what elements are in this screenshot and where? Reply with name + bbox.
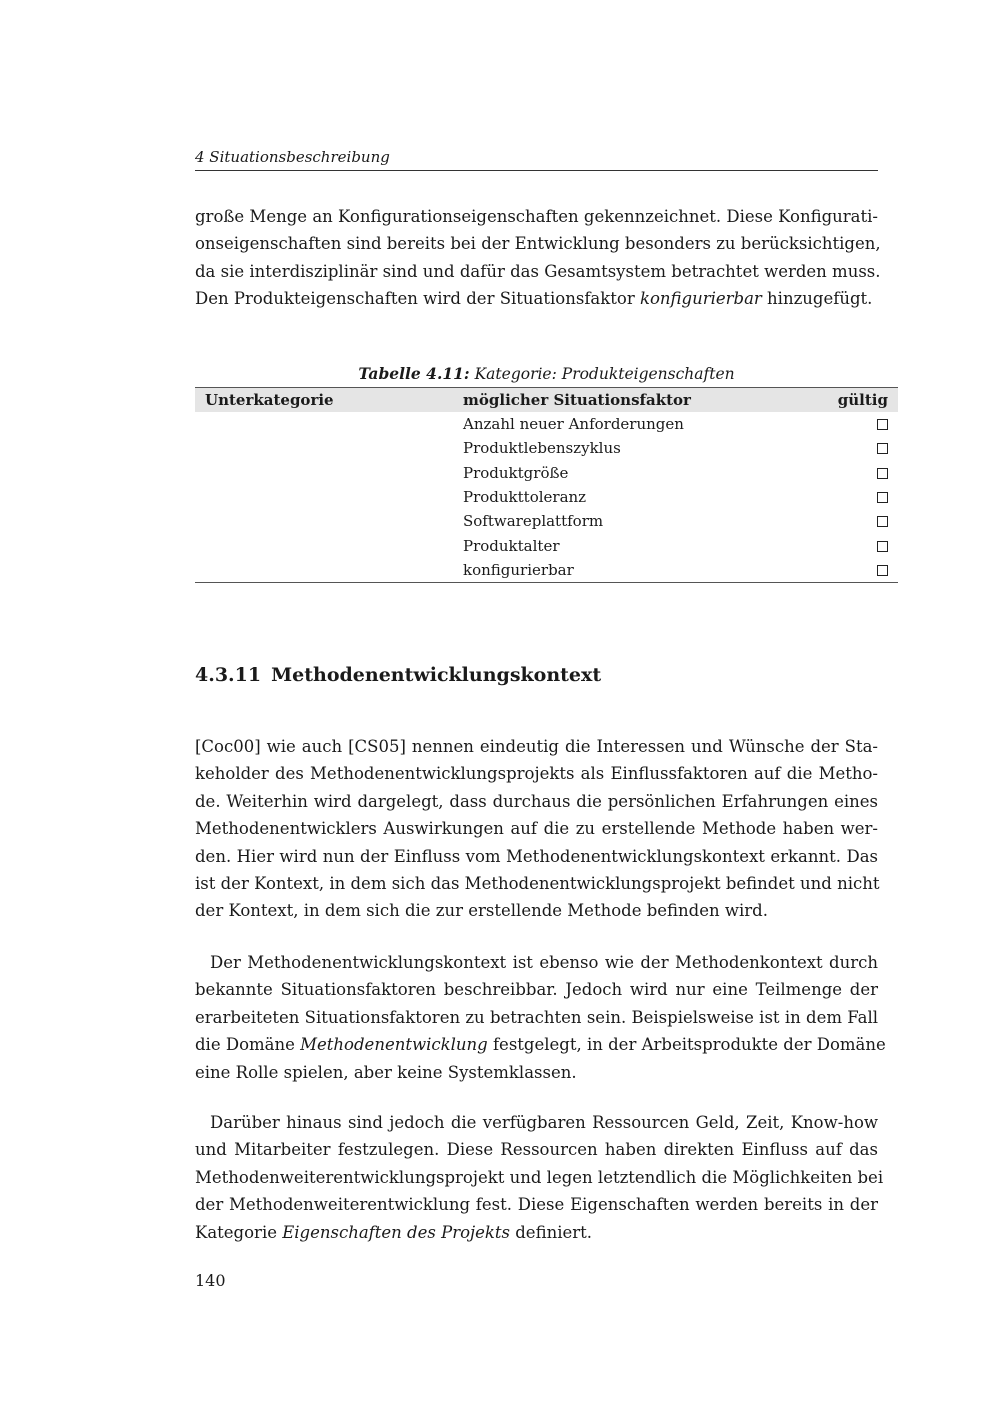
valid-cell bbox=[818, 436, 898, 460]
situation-factor-cell: konfigurierbar bbox=[453, 558, 818, 583]
text-line: ist der Kontext, in dem sich das Methodenentwicklungsprojekt befindet und nicht bbox=[195, 874, 880, 894]
valid-cell bbox=[818, 461, 898, 485]
situation-factor-cell: Produktgröße bbox=[463, 463, 569, 482]
table-row bbox=[195, 533, 898, 557]
text-line: Den Produkteigenschaften wird der Situationsfaktor konfigurierbar hinzugefügt. bbox=[195, 289, 873, 309]
text-line: und Mitarbeiter festzulegen. Diese Ressourcen haben direkten Einfluss auf das bbox=[195, 1140, 878, 1160]
situation-factor-cell: Anzahl neuer Anforderungen bbox=[463, 415, 684, 434]
valid-cell bbox=[818, 558, 898, 583]
text-line: die Domäne Methodenentwicklung festgelegt, in der Arbeitsprodukte der Domäne bbox=[195, 1035, 886, 1055]
running-head: 4 Situationsbeschreibung bbox=[195, 148, 878, 171]
table-row bbox=[195, 412, 898, 436]
body-paragraph-3 bbox=[195, 1109, 884, 1246]
subcategory-cell bbox=[195, 533, 453, 557]
subcategory-cell bbox=[195, 412, 453, 436]
body-paragraph-2 bbox=[195, 949, 886, 1086]
text-line: bekannte Situationsfaktoren beschreibbar. Jedoch wird nur eine Teilmenge der bbox=[195, 980, 878, 1000]
valid-cell bbox=[818, 533, 898, 557]
situation-factor-cell: Softwareplattform bbox=[463, 512, 604, 531]
text-line: erarbeiteten Situationsfaktoren zu betrachten sein. Beispielsweise ist in dem Fall bbox=[195, 1007, 878, 1027]
text-line: den. Hier wird nun der Einfluss vom Methodenentwicklungskontext erkannt. Das bbox=[195, 846, 878, 866]
text-line: Der Methodenentwicklungskontext ist ebenso wie der Methodenkontext durch bbox=[210, 953, 878, 972]
checkbox-icon bbox=[877, 565, 888, 576]
section-heading bbox=[195, 664, 601, 686]
subcategory-cell bbox=[195, 485, 453, 509]
table-row bbox=[195, 509, 898, 533]
column-header: möglicher Situationsfaktor bbox=[453, 388, 818, 413]
text-line: Methodenentwicklers Auswirkungen auf die zu erstellende Methode haben wer- bbox=[195, 819, 878, 839]
emphasis: Methodenentwicklung bbox=[300, 1035, 488, 1055]
checkbox-icon bbox=[877, 516, 888, 527]
valid-cell bbox=[818, 485, 898, 509]
intro-paragraph bbox=[195, 203, 881, 313]
checkbox-icon bbox=[877, 492, 888, 503]
situation-factor-cell: Produktalter bbox=[463, 536, 560, 555]
checkbox-icon bbox=[877, 443, 888, 454]
subcategory-cell bbox=[195, 436, 453, 460]
valid-cell bbox=[818, 509, 898, 533]
body-paragraph-1 bbox=[195, 733, 878, 925]
subcategory-cell bbox=[195, 558, 453, 583]
text-line: keholder des Methodenentwicklungsprojekts als Einflussfaktoren auf die Metho- bbox=[195, 764, 878, 784]
subcategory-cell bbox=[195, 461, 453, 485]
situation-factor-cell: Produktlebenszyklus bbox=[463, 439, 621, 458]
text-line: große Menge an Konfigurationseigenschaften gekennzeichnet. Diese Konfigurati- bbox=[195, 207, 878, 226]
checkbox-icon bbox=[877, 419, 888, 430]
text-line: der Kontext, in dem sich die zur erstellende Methode befinden wird. bbox=[195, 901, 768, 921]
text-line: onseigenschaften sind bereits bei der Entwicklung besonders zu berücksichtigen, bbox=[195, 234, 881, 254]
text-line: Darüber hinaus sind jedoch die verfügbaren Ressourcen Geld, Zeit, Know-how bbox=[210, 1113, 878, 1132]
column-header: gültig bbox=[818, 388, 898, 413]
subcategory-cell bbox=[195, 509, 453, 533]
text-line: Kategorie Eigenschaften des Projekts definiert. bbox=[195, 1222, 593, 1242]
table-row bbox=[195, 558, 898, 583]
text-line: de. Weiterhin wird dargelegt, dass durchaus die persönlichen Erfahrungen eines bbox=[195, 791, 878, 811]
checkbox-icon bbox=[877, 541, 888, 552]
caption-text: Kategorie: Produkteigenschaften bbox=[474, 365, 735, 383]
page-number: 140 bbox=[195, 1271, 226, 1290]
text-line: da sie interdisziplinär sind und dafür das Gesamtsystem betrachtet werden muss. bbox=[195, 261, 881, 281]
table-header-row bbox=[195, 388, 898, 413]
text-line: eine Rolle spielen, aber keine Systemklassen. bbox=[195, 1062, 577, 1082]
table-row bbox=[195, 485, 898, 509]
table-row bbox=[195, 436, 898, 460]
checkbox-icon bbox=[877, 468, 888, 479]
column-header: Unterkategorie bbox=[195, 388, 453, 413]
text-line: der Methodenweiterentwicklung fest. Diese Eigenschaften werden bereits in der bbox=[195, 1195, 878, 1215]
emphasis: konfigurierbar bbox=[639, 289, 762, 309]
text-line: Methodenweiterentwicklungsprojekt und legen letztendlich die Möglichkeiten bei bbox=[195, 1167, 884, 1187]
caption-label: Tabelle 4.11: bbox=[358, 364, 470, 383]
section-title: Methodenentwicklungskontext bbox=[271, 664, 602, 686]
situation-factor-cell: Produkttoleranz bbox=[463, 488, 587, 507]
table-row bbox=[195, 461, 898, 485]
valid-cell bbox=[818, 412, 898, 436]
section-number: 4.3.11 bbox=[195, 664, 262, 686]
text-line: [Coc00] wie auch [CS05] nennen eindeutig die Interessen und Wünsche der Sta- bbox=[195, 737, 878, 756]
emphasis: Eigenschaften des Projekts bbox=[282, 1222, 510, 1242]
situation-factor-table bbox=[195, 387, 898, 583]
table-caption bbox=[195, 364, 898, 383]
